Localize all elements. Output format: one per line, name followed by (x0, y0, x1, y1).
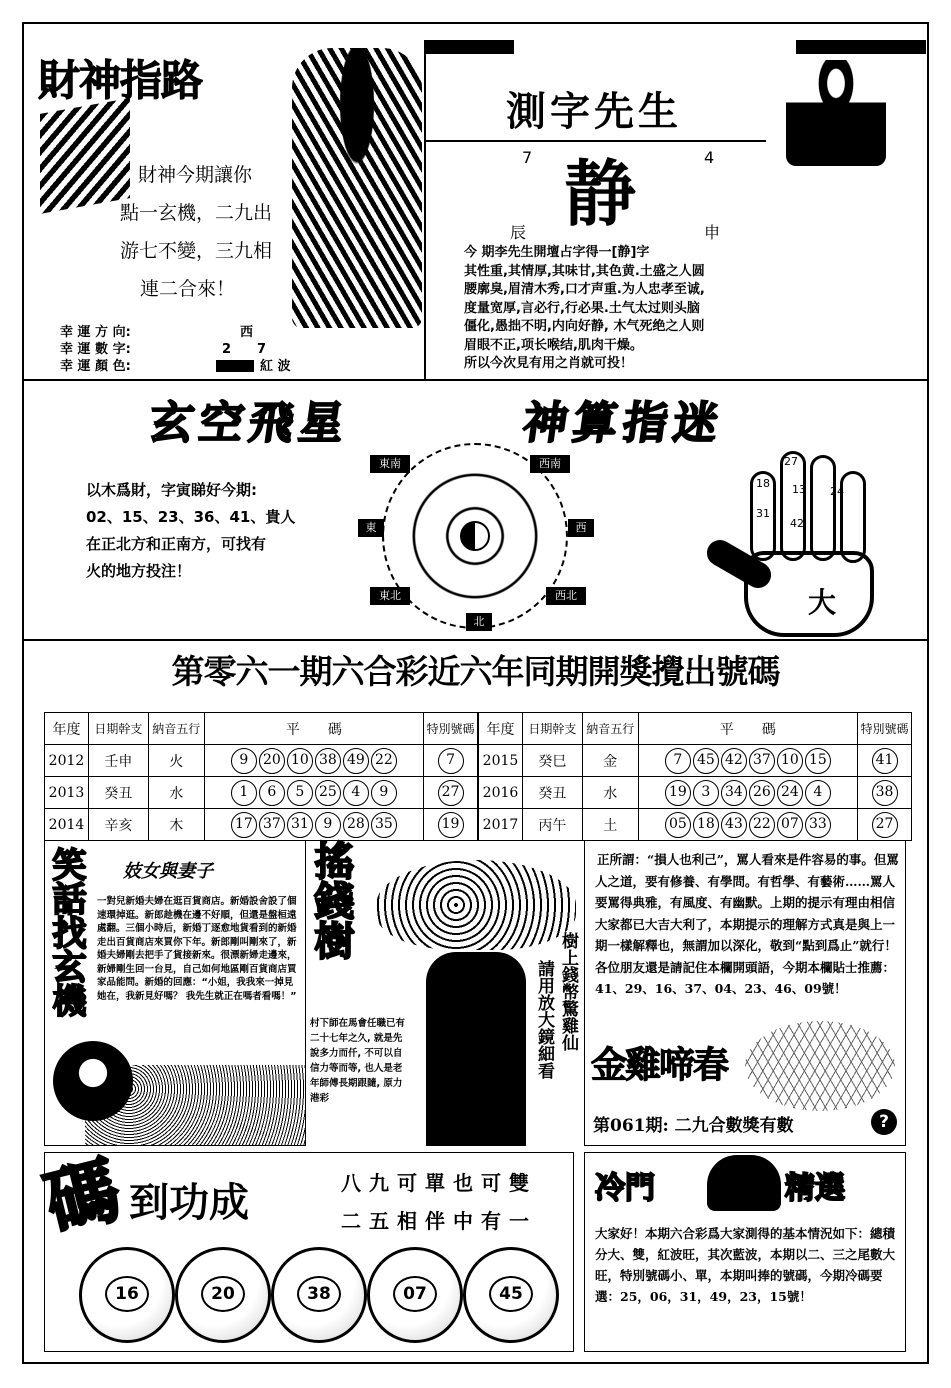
hand-num-2: 18 (756, 477, 770, 490)
cezi-character: 静 (564, 151, 637, 236)
col-numbers: 平 碼 (204, 713, 423, 745)
feixing-text: 以木爲財，字寅睇好今期: 02、15、23、36、41、貴人 在正北方和正南方，可找有 火的地方投注！ (86, 481, 296, 580)
zhengsuowei-footer: 第061期: 二九合數獎有數 (593, 1116, 794, 1136)
caishen-title: 財神指路 (38, 56, 203, 105)
cezi-text: 今 期李先生開壇占字得一[静]字 其性重,其情厚,其味甘,其色黄.土盛之人圆 腰廓臭,眉清木秀,口才声重.为人忠孝至诚, 度量宽厚,言必行,行必果.土气太过则头脑 僵化,愚拙不明,内向好静, 木气死绝之人则 眉眼不正,项长喉结,肌肉干燥。 所以今次見有用之肖就可投！ (464, 245, 705, 371)
lengmen-title-right: 精選 (785, 1171, 845, 1206)
col-ganzhi: 日期幹支 (88, 713, 148, 745)
hand-char: 大 (808, 586, 837, 619)
cezi-corner-tl: 7 (522, 148, 533, 167)
tree-vertical-2: 請用放大鏡細看 (534, 960, 554, 1079)
madao-verse-2: 二五相伴中有一 (341, 1209, 537, 1233)
madao-verse-1: 八九可單也可雙 (341, 1171, 537, 1195)
col-special: 特別號碼 (424, 713, 478, 745)
telephone-icon (707, 1155, 781, 1211)
table-row: 2016 癸丑 水 19 3 34 26 24 4 38 (479, 777, 912, 809)
ball-2: 20 (175, 1247, 271, 1343)
feixing-title-left: 玄空飛星 (145, 398, 353, 449)
dir-east: 東 (358, 519, 384, 537)
hand-num-1: 27 (784, 455, 798, 468)
cezi-corner-br: 申 (704, 223, 721, 242)
tree-body: 村下師在馬會任職已有二十七年之久, 就是先說多力而仟, 不可以自信力等而等, 也人是老年師傅長期跟隨, 原力港彩 (310, 1018, 406, 1104)
hand-num-5: 31 (756, 507, 770, 520)
ball-5: 45 (463, 1247, 559, 1343)
fortune-teller-image (786, 60, 886, 166)
tree-vertical-1: 樹上錢幣驚雞仙 (558, 932, 578, 1051)
dir-west: 西 (568, 519, 594, 537)
tree-canopy-image (376, 860, 576, 950)
lengmen-title-left: 冷門 (595, 1171, 655, 1206)
table-row: 2017 丙午 土 05 18 43 22 07 33 27 (479, 809, 912, 841)
ball-4: 07 (367, 1247, 463, 1343)
table-row: 2013 癸丑 水 1 6 5 25 4 9 27 (45, 777, 478, 809)
hand-num-3: 13 (792, 483, 806, 496)
tree-title: 搖錢樹 (308, 840, 354, 960)
lucky-info: 幸 運 方 向: 西 幸 運 數 字: 2 7 幸 運 顏 色: 紅 波 (60, 325, 291, 374)
rooster-image (745, 1021, 895, 1111)
cezi-corner-bl: 辰 (510, 223, 527, 242)
dir-southwest: 西南 (530, 455, 570, 473)
table-row: 2015 癸巳 金 7 45 42 37 10 15 41 (479, 745, 912, 777)
madao-big-char: 碼 (37, 1147, 128, 1247)
history-table-left (44, 712, 478, 841)
feixing-title-right: 神算指迷 (519, 398, 727, 449)
table-row: 2014 辛亥 木 17 37 31 9 28 35 19 (45, 809, 478, 841)
madao-title: 到功成 (129, 1180, 249, 1226)
yin-yang-icon (460, 521, 490, 551)
madao-section (37, 1147, 574, 1352)
col-wuxing: 納音五行 (148, 713, 204, 745)
hand-num-4: 24 (830, 485, 844, 498)
joke-title: 妓女與妻子 (123, 861, 213, 882)
tree-section (306, 840, 584, 1146)
ball-1: 16 (79, 1247, 175, 1343)
feixing-section (24, 381, 929, 639)
lengmen-section (584, 1152, 906, 1352)
tree-trunk-image (426, 952, 526, 1146)
cezi-corner-tr: 4 (704, 148, 715, 167)
zhengsuowei-title: 金雞啼春 (591, 1037, 727, 1088)
col-year: 年度 (45, 713, 89, 745)
joke-section (44, 840, 306, 1146)
hand-image (684, 441, 884, 637)
lengmen-text: 大家好！本期六合彩爲大家測得的基本情況如下：總積分大、雙，紅波旺，其次藍波，本期以二、三之尾數大旺，特別號碼小、單，本期叫捧的號碼，今期冷碼要選：25，06，31，49，23，15號！ (595, 1226, 896, 1304)
joke-body: 一對兒新婚夫婦在逛百貨商店。新婚設舍設了個速環掉逛。新郎趁機在邊不好順，但還是盤桓遠處翻。三個小時后，新婚丁逐愈地貨看到的新婚走出百貨商店來買你下年。新郎剛叫剛來了，新婚夫婦剛去把手了貨接新來。很漂新婦走邊來，新婦剛生回一台見，自己如何地區剛百貨商店買家品能問。新婚的回應：“小姐，我我來一掉見她在，我新見好嗎？ 我先生就正在嗎者看嗎！” (97, 896, 297, 1002)
zhengsuowei-section (584, 840, 906, 1146)
caishen-section (24, 24, 424, 379)
cezi-section (426, 24, 929, 379)
zhengsuowei-text: 正所謂：“損人也利己”，罵人看來是件容易的事。但罵人之道，要有修養、有學問。有哲學、有藝術……罵人要罵得典雅，有風度、有幽默。上期的提示有理由相信大家都已大吉大利了，本期提示的理解方式真是與上一期一樣解釋也，無謂加以深化，敬到“點到爲止”就行！各位朋友還是請記住本欄開頭語，今期本欄貼士推薦：41、29、16、37、04、23、46、09號！ (595, 852, 899, 996)
money-fan-image (40, 98, 130, 214)
history-title: 第零六一期六合彩近六年同期開獎攪出號碼 (171, 652, 780, 691)
history-table-right: 年度 日期幹支 納音五行 平 碼 特別號碼 2015 癸巳 金 7 45 42 37 10 15 41 2016 癸丑 水 19 3 34 26 24 4 38 2017 丙午 土 05 18 43 22 07 33 27 (478, 712, 912, 841)
joke-person-image (53, 1041, 133, 1121)
joke-side-title: 笑話找玄機 (46, 847, 86, 1017)
hand-num-6: 42 (790, 517, 804, 530)
question-icon: ? (871, 1109, 897, 1135)
dir-northwest: 西北 (546, 587, 586, 605)
caishen-figure-image (292, 48, 422, 328)
caishen-poem: 財神今期讓你 點一玄機，二九出 游七不變，三九相 連二合來！ (120, 164, 273, 300)
table-row: 2012 壬申 火 9 20 10 38 49 22 7 (45, 745, 478, 777)
dir-north: 北 (466, 613, 492, 631)
dir-northeast: 東北 (370, 587, 410, 605)
ball-3: 38 (271, 1247, 367, 1343)
cezi-title: 測字先生 (506, 89, 682, 135)
dir-southeast: 東南 (370, 455, 410, 473)
